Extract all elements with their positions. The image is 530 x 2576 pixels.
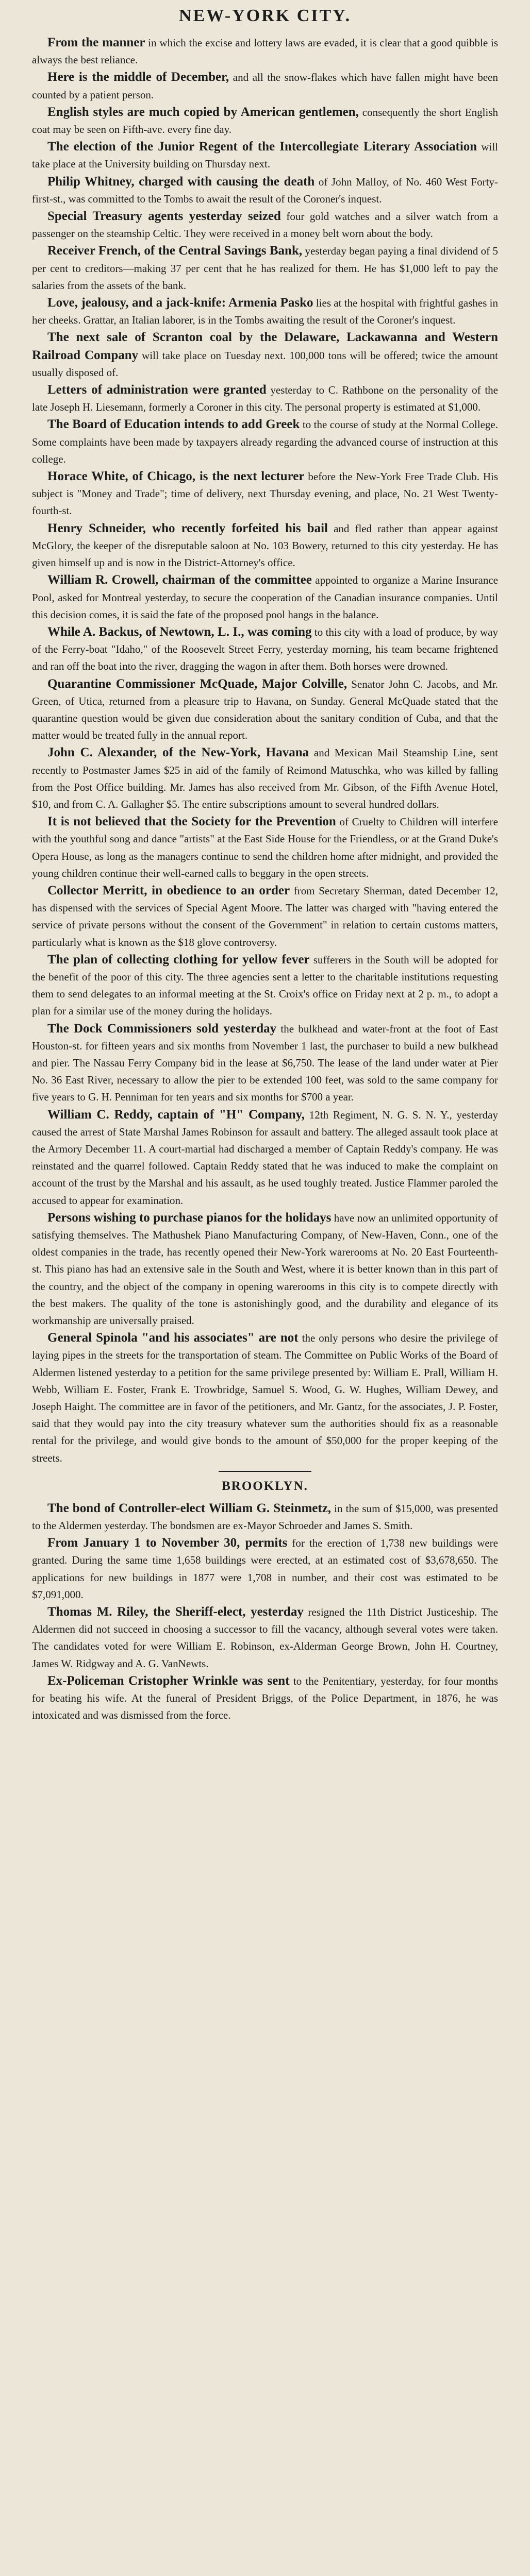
section-divider [219, 1471, 311, 1472]
paragraph-lead: Love, jealousy, and a jack-knife: Armenia Pasko [47, 296, 313, 310]
paragraph-body: to the Penitentiary, yesterday, for four months for beating his wife. At the funeral of President Briggs, of the Police Department, in 1876, he was intoxicated and was dismissed from the force. [32, 1674, 499, 1722]
news-paragraph [32, 1672, 498, 1724]
news-paragraph [32, 468, 498, 520]
paragraph-lead: Here is the middle of December, [47, 70, 229, 84]
paragraph-lead: Quarantine Commissioner McQuade, Major Colville, [47, 676, 347, 691]
paragraph-lead: William R. Crowell, chairman of the committee [47, 573, 312, 587]
news-paragraph [32, 882, 498, 951]
paragraph-lead: William C. Reddy, captain of "H" Company, [47, 1107, 305, 1122]
paragraph-lead: Horace White, of Chicago, is the next lecturer [47, 469, 305, 484]
paragraph-lead: The Dock Commissioners sold yesterday [47, 1021, 277, 1036]
paragraph-body: will take place at the University building on Thursday next. [32, 141, 498, 171]
news-paragraph [32, 571, 498, 623]
news-paragraph [32, 208, 498, 242]
paragraph-body: sufferers in the South will be adopted for the benefit of the poor of this city. The three agencies sent a letter to the charitable institutions requesting them to send delegates to an informal meeting at the St. Croix's office on Friday next at 2 p. m., to adopt a plan for a similar use of the money during the holidays. [32, 953, 498, 1018]
news-paragraph [32, 381, 498, 416]
paragraph-lead: While A. Backus, of Newtown, L. I., was coming [47, 624, 312, 639]
news-paragraph [32, 34, 498, 69]
paragraph-body: yesterday to C. Rathbone on the personality of the late Joseph H. Liesemann, formerly a Coroner in this city. The personal property is estimated at $1,000. [32, 384, 499, 414]
section-header: NEW-YORK CITY. [178, 6, 352, 25]
news-paragraph [32, 813, 498, 882]
paragraph-lead: The next sale of Scranton coal by the Delaware, Lackawanna and Western Railroad Company [32, 330, 498, 362]
paragraph-lead: Receiver French, of the Central Savings Bank, [47, 244, 303, 258]
brooklyn-header: BROOKLYN. [222, 1479, 308, 1493]
paragraph-lead: Philip Whitney, charged with causing the death [47, 174, 315, 189]
paragraph-lead: Collector Merritt, in obedience to an order [47, 883, 290, 897]
news-paragraph [32, 173, 498, 208]
paragraph-lead: It is not believed that the Society for the Prevention [47, 815, 336, 829]
paragraph-lead: John C. Alexander, of the New-York, Havana [47, 745, 309, 760]
paragraph-body: in the sum of $15,000, was presented to the Aldermen yesterday. The bondsmen are ex-Mayor Schroeder and James S. Smith. [32, 1502, 498, 1532]
paragraph-lead: Thomas M. Riley, the Sheriff-elect, yesterday [47, 1605, 304, 1619]
news-paragraph [32, 1500, 498, 1534]
paragraph-lead: Ex-Policeman Cristopher Wrinkle was sent [47, 1673, 290, 1688]
paragraph-body: in which the excise and lottery laws are evaded, it is clear that a good quibble is always the best reliance. [32, 37, 498, 66]
paragraph-lead: Letters of administration were granted [47, 383, 267, 397]
paragraph-lead: From January 1 to November 30, permits [47, 1536, 288, 1550]
paragraph-body: appointed to organize a Marine Insurance Pool, asked for Montreal yesterday, to secure the cooperation of the Canadian insurance companies. Until this decision comes, it is said the fate of the proposed pool hangs in the balance. [32, 574, 498, 621]
paragraph-body: and Mexican Mail Steamship Line, sent recently to Postmaster James $25 in aid of the family of Reimond Matuschka, who was killed by falling from the Post Office building. Mr. James has also received from Mr. Gibson, of the Fifth Avenue Hotel, $10, and from C. A. Gallagher $5. The entire subscriptions amount to several hundred dollars. [32, 747, 498, 810]
paragraph-lead: The bond of Controller-elect William G. Steinmetz, [47, 1501, 332, 1515]
news-paragraph [32, 744, 498, 813]
paragraph-body: lies at the hospital with frightful gashes in her cheeks. Grattar, an Italian laborer, is in the Tombs awaiting the result of the Coroner's inquest. [32, 297, 499, 327]
paragraph-body: the bulkhead and water-front at the foot of East Houston-st. for fifteen years and six months from November 1 last, the purchaser to build a new bulkhead and pier. The Nassau Ferry Company bid in the lease at $6,750. The lease of the land under water at Pier No. 36 East River, necessary to allow the pier to be extended 100 feet, was sold to the same company for five years to G. H. Penniman for ten years and six months for $700 a year. [32, 1022, 498, 1104]
paragraph-lead: English styles are much copied by American gentlemen, [47, 105, 359, 119]
news-paragraph [32, 69, 498, 103]
paragraph-body: from Secretary Sherman, dated December 12, has dispensed with the services of Special Agent Moore. The latter was charged with "having entered the service of private persons without the consent of the Government" in relation to certain customs matters, particularly what is known as the $18 glove controversy. [32, 884, 498, 948]
news-paragraph [32, 520, 498, 572]
news-paragraph [32, 1534, 498, 1603]
paragraph-body: the only persons who desire the privilege of laying pipes in the streets for the transportation of steam. The Committee on Public Works of the Board of Aldermen listened yesterday to a petition for the same privilege presented by: William E. Prall, William H. Webb, William E. Foster, Frank E. Trowbridge, Samuel S. Wood, G. W. Hughes, William Dewey, and Joseph Haight. The committee are in favor of the petitioners, and Mr. Gantz, for the associates, J. P. Foster, said that they would pay into the city treasury whatever sum the authorities should fix as a reasonable rental for the privilege, and would give bonds to the amount of $50,000 for the proper keeping of the streets. [32, 1332, 499, 1464]
paragraph-body: for the erection of 1,738 new buildings were granted. During the same time 1,658 buildings were erected, at an estimated cost of $3,678,650. The applications for new buildings in 1877 were 1,708 in number, and their cost was estimated to be $7,091,000. [32, 1537, 498, 1601]
news-paragraph [32, 1106, 498, 1209]
news-paragraph [32, 1020, 498, 1106]
news-paragraph [32, 294, 498, 329]
paragraph-lead: The plan of collecting clothing for yellow fever [47, 952, 310, 967]
news-paragraph [32, 675, 498, 744]
paragraph-body: before the New-York Free Trade Club. His subject is "Money and Trade"; time of delivery, next Thursday evening, and place, No. 21 West Twenty-fourth-st. [32, 470, 498, 517]
paragraph-body: and all the snow-flakes which have fallen might have been counted by a patient person. [32, 71, 498, 101]
news-paragraph [32, 623, 498, 675]
paragraph-body: four gold watches and a silver watch from a passenger on the steamship Celtic. They were received in a money belt worn about the body. [32, 210, 498, 240]
paragraph-lead: The election of the Junior Regent of the Intercollegiate Literary Association [47, 140, 477, 154]
paragraph-lead: From the manner [47, 36, 145, 49]
paragraph-body: yesterday began paying a final dividend of 5 per cent to creditors—making 37 per cent that he has realized for them. He has $1,000 left to pay the salaries from the assets of the bank. [32, 245, 499, 292]
paragraph-lead: General Spinola "and his associates" are not [47, 1331, 299, 1345]
news-paragraph [32, 329, 498, 381]
paragraph-lead: Persons wishing to purchase pianos for the holidays [47, 1210, 332, 1225]
paragraph-lead: The Board of Education intends to add Greek [47, 417, 300, 432]
paragraph-body: of Cruelty to Children will interfere with the youthful song and dance "artists" at the East Side House for the Friendless, or at the Grand Duke's Opera House, as long as the managers continue to send the children home after midnight, and provided the young children continue their well-earned calls to beggary in the open streets. [32, 816, 498, 879]
news-paragraph [32, 416, 498, 468]
paragraph-body: resigned the 11th District Justiceship. The Aldermen did not succeed in choosing a successor to fill the vacancy, although several votes were taken. The candidates voted for were William E. Robinson, ex-Alderman George Brown, John H. Courtney, James W. Ridgway and A. G. VanNewts. [32, 1606, 498, 1670]
paragraph-body: have now an unlimited opportunity of satisfying themselves. The Mathushek Piano Manufacturing Company, of New-Haven, Conn., one of the oldest companies in the trade, has recently opened their New-York warerooms at No. 20 East Fourteenth-st. This piano has had an extensive sale in the South and West, where it is better known than in this part of the country, and the object of the company in opening warerooms in this city is to compete directly with the best makers. The quality of the tone is astonishingly good, and the durability and elegance of its workmanship are universally praised. [32, 1211, 498, 1327]
paragraph-body: to this city with a load of produce, by way of the Ferry-boat "Idaho," of the Roosevelt Street Ferry, yesterday morning, his team became frightened and ran off the boat into the river, dragging the wagon in after them. Both horses were drowned. [32, 625, 498, 673]
paragraph-body: will take place on Tuesday next. 100,000 tons will be offered; twice the amount usually disposed of. [32, 349, 498, 379]
paragraph-body: of John Malloy, of No. 460 West Forty-first-st., was committed to the Tombs to await the result of the Coroner's inquest. [32, 175, 499, 205]
news-paragraph [32, 242, 498, 294]
article-list [32, 34, 498, 1724]
paragraph-lead: Special Treasury agents yesterday seized [47, 209, 281, 224]
paragraph-lead: Henry Schneider, who recently forfeited his bail [47, 521, 328, 535]
news-paragraph [32, 951, 498, 1020]
paragraph-body: to the course of study at the Normal College. Some complaints have been made by taxpayers already regarding the advanced course of instruction at this college. [32, 418, 498, 465]
news-paragraph [32, 104, 498, 138]
paragraph-body: Senator John C. Jacobs, and Mr. Green, of Utica, returned from a pleasure trip to Havana, on Sunday. General McQuade stated that the quarantine question would be given due consideration about the sanitary condition of Cuba, and that the matter would be treated fully in the annual report. [32, 677, 498, 742]
paragraph-body: 12th Regiment, N. G. S. N. Y., yesterday caused the arrest of State Marshal James Robinson for assault and battery. The alleged assault took place at the Armory December 11. A court-martial had discharged a member of Captain Reddy's company. He was reinstated and the quarrel followed. Captain Reddy stated that he was induced to make the complaint on account of the trust by the Marshal and his assault, as he used toughly treated. Justice Flammer paroled the accused to appear for examination. [32, 1108, 498, 1207]
paragraph-body: consequently the short English coat may be seen on Fifth-ave. every fine day. [32, 106, 499, 136]
news-paragraph [32, 1209, 498, 1329]
news-paragraph [32, 1603, 498, 1672]
paragraph-body: and fled rather than appear against McGlory, the keeper of the disreputable saloon at No. 103 Bowery, returned to this city yesterday. He has given himself up and is now in the District-Attorney's office. [32, 522, 498, 569]
news-paragraph [32, 138, 498, 173]
news-paragraph [32, 1329, 498, 1467]
